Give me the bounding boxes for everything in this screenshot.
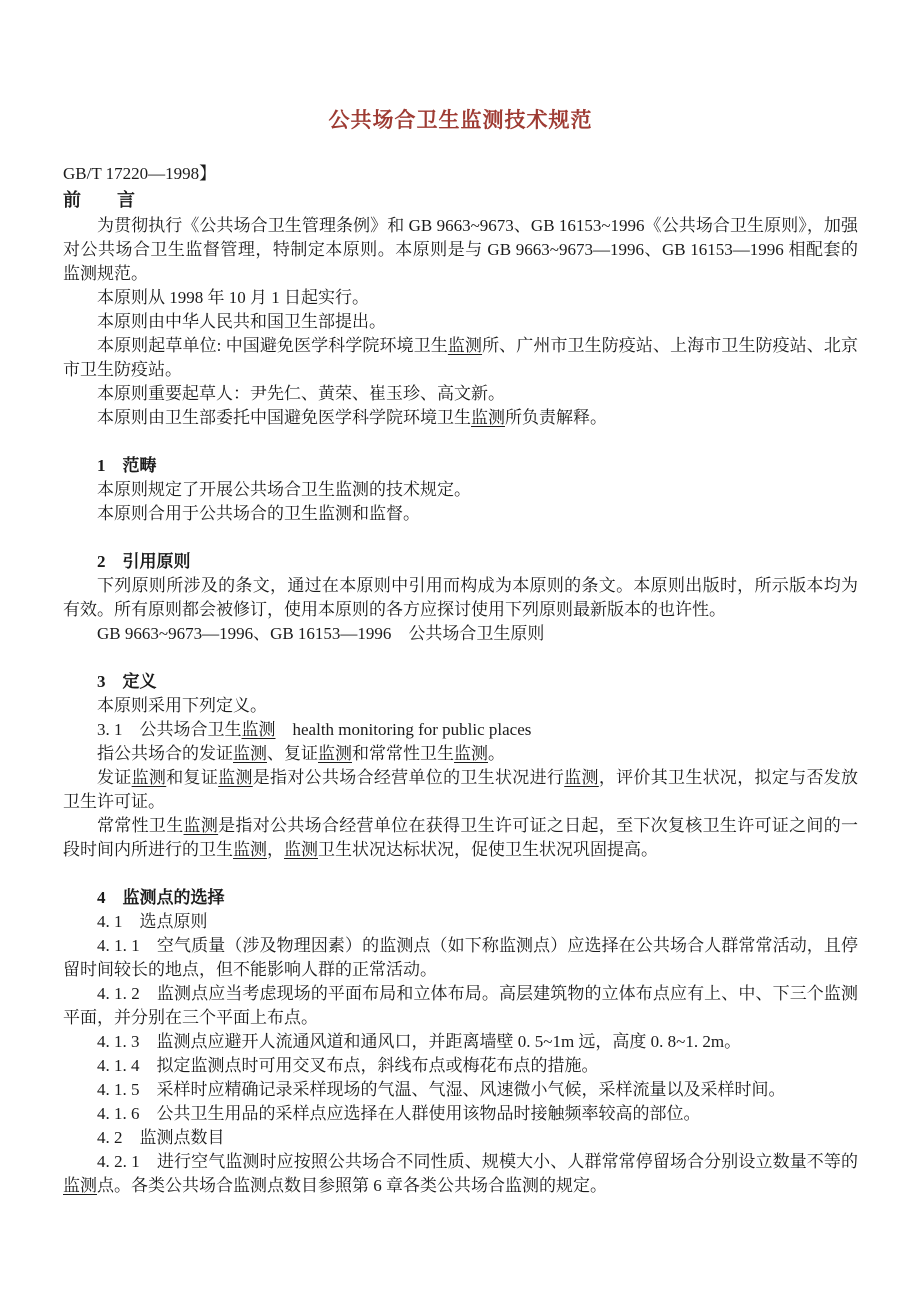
- foreword-heading: 前 言: [63, 190, 135, 210]
- section-heading: 1 范畴: [97, 456, 157, 475]
- paragraph: [63, 1030, 858, 1054]
- standard-number: GB/T 17220—1998】: [63, 164, 217, 183]
- underlined-term: 监测: [471, 408, 505, 427]
- underlined-term: 监测: [284, 840, 318, 859]
- underlined-term: 监测: [454, 744, 488, 763]
- text-run: 、复证: [267, 744, 318, 763]
- paragraph: [63, 1078, 858, 1102]
- document-title: 公共场合卫生监测技术规范: [328, 108, 593, 132]
- paragraph: [63, 406, 858, 430]
- underlined-term: 监测: [183, 816, 219, 835]
- text-run: 4. 2. 1 进行空气监测时应按照公共场合不同性质、规模大小、人群常常停留场合分别设立数量不等的: [97, 1152, 858, 1171]
- paragraph: [63, 1150, 858, 1198]
- text-run: 4. 1. 5 采样时应精确记录采样现场的气温、气湿、风速微小气候，采样流量以及采样时间。: [97, 1080, 786, 1099]
- text-run: 点。各类公共场合监测点数目参照第 6 章各类公共场合监测的规定。: [97, 1176, 607, 1195]
- text-run: ，评价其卫生状况，拟定与否发放卫生许可证。: [63, 768, 859, 811]
- text-run: 。: [488, 744, 505, 763]
- text-run: health monitoring for public places: [275, 720, 532, 739]
- text-run: 本原则规定了开展公共场合卫生监测的技术规定。: [97, 480, 471, 499]
- text-run: 下列原则所涉及的条文，通过在本原则中引用而构成为本原则的条文。本原则出版时，所示版本均为有效。所有原则都会被修订，使用本原则的各方应探讨使用下列原则最新版本的也许性。: [63, 576, 858, 619]
- section-heading: 4 监测点的选择: [97, 888, 225, 907]
- text-run: 3. 1 公共场合卫生: [97, 720, 242, 739]
- text-run: 4. 1. 3 监测点应避开人流通风道和通风口，并距离墙壁 0. 5~1m 远，高度 0. 8~1. 2m。: [97, 1032, 742, 1051]
- paragraph: [63, 310, 858, 334]
- underlined-term: 监测: [233, 744, 267, 763]
- paragraph: [63, 934, 858, 982]
- text-run: 卫生状况达标状况，促使卫生状况巩固提高。: [318, 840, 658, 859]
- paragraph: [63, 622, 858, 646]
- underlined-term: 监测: [233, 840, 267, 859]
- underlined-term: 监测: [564, 768, 599, 787]
- paragraph: [63, 574, 858, 622]
- paragraph: [63, 910, 858, 934]
- text-run: 所负责解释。: [505, 408, 607, 427]
- underlined-term: 监测: [318, 744, 352, 763]
- text-run: 和复证: [166, 768, 219, 787]
- text-run: 和常常性卫生: [352, 744, 454, 763]
- text-run: 指公共场合的发证: [97, 744, 233, 763]
- text-run: GB 9663~9673—1996、GB 16153—1996 公共场合卫生原则: [97, 624, 545, 643]
- paragraph: [63, 694, 858, 718]
- paragraph: [63, 1102, 858, 1126]
- text-run: 4. 1. 6 公共卫生用品的采样点应选择在人群使用该物品时接触频率较高的部位。: [97, 1104, 701, 1123]
- paragraph: [63, 334, 858, 382]
- text-run: 所、广州市卫生防疫站、上海市卫生防疫站、北京市卫生防疫站。: [63, 336, 858, 379]
- paragraph: [63, 286, 858, 310]
- text-run: 常常性卫生: [97, 816, 184, 835]
- paragraph: [63, 1126, 858, 1150]
- text-run: 4. 1. 4 拟定监测点时可用交叉布点，斜线布点或梅花布点的措施。: [97, 1056, 599, 1075]
- text-run: 本原则由中华人民共和国卫生部提出。: [97, 312, 386, 331]
- text-run: 4. 1 选点原则: [97, 912, 208, 931]
- underlined-term: 监测: [218, 768, 253, 787]
- underlined-term: 监测: [63, 1176, 97, 1195]
- paragraph: [63, 478, 858, 502]
- text-run: 4. 2 监测点数目: [97, 1128, 225, 1147]
- paragraph: [63, 814, 858, 862]
- foreword-body: [63, 214, 858, 430]
- underlined-term: 监测: [241, 720, 276, 739]
- paragraph: [63, 982, 858, 1030]
- text-run: 发证: [97, 768, 132, 787]
- paragraph: [63, 718, 858, 742]
- text-run: 本原则重要起草人：尹先仁、黄荣、崔玉珍、高文新。: [97, 384, 505, 403]
- paragraph: [63, 382, 858, 406]
- paragraph: [63, 1054, 858, 1078]
- text-run: 4. 1. 2 监测点应当考虑现场的平面布局和立体布局。高层建筑物的立体布点应有上、中、下三个监测平面，并分别在三个平面上布点。: [63, 984, 858, 1027]
- paragraph: [63, 766, 858, 814]
- text-run: 本原则采用下列定义。: [97, 696, 267, 715]
- section-heading: 3 定义: [97, 672, 157, 691]
- underlined-term: 监测: [447, 336, 483, 355]
- text-run: 是指对公共场合经营单位的卫生状况进行: [252, 768, 565, 787]
- text-run: 是指对公共场合经营单位在获得卫生许可证之日起，至下次复核卫生许可证之间的一段时间内所进行的卫生: [63, 816, 859, 859]
- text-run: 本原则合用于公共场合的卫生监测和监督。: [97, 504, 420, 523]
- section-heading: 2 引用原则: [97, 552, 191, 571]
- underlined-term: 监测: [131, 768, 167, 787]
- paragraph: [63, 742, 858, 766]
- text-run: 为贯彻执行《公共场合卫生管理条例》和 GB 9663~9673、GB 16153~1996《公共场合卫生原则》，加强对公共场合卫生监督管理，特制定本原则。本原则是与 GB 9663~9673—1996、GB 16153—1996 相配套的监测规范。: [63, 216, 858, 283]
- text-run: 4. 1. 1 空气质量（涉及物理因素）的监测点（如下称监测点）应选择在公共场合人群常常活动，且停留时间较长的地点，但不能影响人群的正常活动。: [63, 936, 858, 979]
- paragraph: [63, 502, 858, 526]
- paragraph: [63, 214, 858, 286]
- text-run: ，: [267, 840, 284, 859]
- text-run: 本原则由卫生部委托中国避免医学科学院环境卫生: [97, 408, 471, 427]
- text-run: 本原则从 1998 年 10 月 1 日起实行。: [97, 288, 369, 307]
- text-run: 本原则起草单位: 中国避免医学科学院环境卫生: [97, 336, 448, 355]
- sections-container: [63, 454, 858, 1198]
